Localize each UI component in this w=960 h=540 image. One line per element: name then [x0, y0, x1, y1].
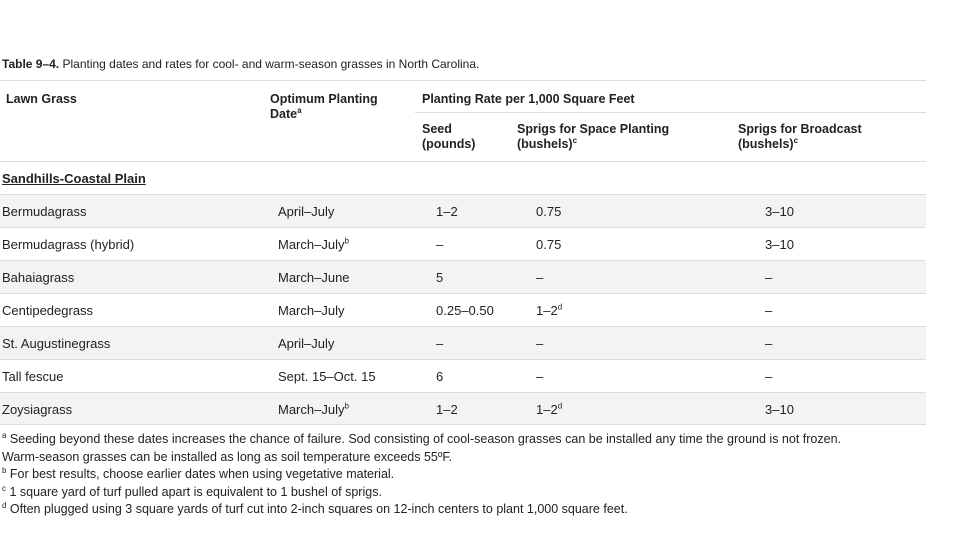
cell-broadcast: 3–10 — [765, 402, 794, 417]
section-title: Sandhills-Coastal Plain — [2, 171, 146, 186]
header-sprigs-broadcast — [738, 122, 862, 152]
cell-space-sup: d — [557, 401, 563, 411]
table-row — [0, 359, 926, 392]
cell-grass: Centipedegrass — [2, 303, 94, 318]
cell-broadcast: – — [765, 270, 773, 285]
cell-grass: Tall fescue — [2, 369, 64, 384]
cell-space — [536, 336, 543, 351]
cell-date — [278, 336, 334, 351]
section-row — [0, 161, 926, 194]
cell-date-sup: b — [344, 236, 349, 246]
header-seed-line1: Seed — [422, 122, 452, 136]
cell-date — [278, 237, 349, 252]
footnote-mark: b — [2, 465, 7, 475]
cell-date-text: March–July — [278, 237, 345, 252]
header-broadcast-sup: c — [793, 135, 799, 145]
cell-date — [278, 270, 350, 285]
header-seed — [422, 122, 475, 152]
header-broadcast-line2: (bushels) — [738, 137, 794, 151]
cell-date — [278, 303, 344, 318]
cell-seed: – — [436, 336, 444, 351]
cell-seed: – — [436, 237, 444, 252]
cell-grass: Bahaiagrass — [2, 270, 75, 285]
cell-seed: 0.25–0.50 — [436, 303, 494, 318]
table-row — [0, 227, 926, 260]
header-planting-rate: Planting Rate per 1,000 Square Feet — [422, 92, 635, 106]
cell-broadcast: – — [765, 369, 773, 384]
cell-broadcast: – — [765, 303, 773, 318]
caption-text: Planting dates and rates for cool- and warm-season grasses in North Carolina. — [59, 57, 480, 71]
table-row — [0, 260, 926, 293]
header-optimum-line1: Optimum Planting — [270, 92, 378, 106]
cell-date-text: April–July — [278, 204, 335, 219]
header-optimum-date — [270, 92, 378, 122]
footnotes — [2, 431, 841, 519]
table-row — [0, 392, 926, 425]
cell-date-text: March–July — [278, 402, 345, 417]
cell-broadcast: 3–10 — [765, 204, 794, 219]
cell-grass: Zoysiagrass — [2, 402, 73, 417]
header-optimum-line2: Date — [270, 107, 298, 121]
cell-space-text: 0.75 — [536, 237, 562, 252]
header-broadcast-line1: Sprigs for Broadcast — [738, 122, 862, 136]
cell-seed: 5 — [436, 270, 444, 285]
header-space-line2: (bushels) — [517, 137, 573, 151]
header-sprigs-space — [517, 122, 669, 152]
table-caption — [2, 57, 479, 71]
cell-space-text: – — [536, 336, 544, 351]
cell-broadcast: – — [765, 336, 773, 351]
header-row — [0, 80, 926, 121]
cell-space — [536, 402, 562, 417]
footnote-text: 1 square yard of turf pulled apart is equivalent to 1 bushel of sprigs. — [6, 484, 382, 499]
cell-date-text: March–June — [278, 270, 350, 285]
cell-space-text: 1–2 — [536, 303, 558, 318]
cell-grass: Bermudagrass — [2, 204, 87, 219]
header-lawn-grass: Lawn Grass — [6, 92, 77, 106]
cell-space — [536, 204, 561, 219]
cell-date-text: Sept. 15–Oct. 15 — [278, 369, 376, 384]
cell-grass: St. Augustinegrass — [2, 336, 111, 351]
cell-grass: Bermudagrass (hybrid) — [2, 237, 135, 252]
footnote-text: Warm-season grasses can be installed as long as soil temperature exceeds 55ºF. — [2, 449, 453, 464]
cell-seed: 6 — [436, 369, 444, 384]
footnote-mark: a — [2, 430, 7, 440]
cell-space — [536, 369, 543, 384]
cell-date — [278, 369, 376, 384]
subheader-row — [415, 112, 926, 158]
footnote-c — [2, 484, 841, 502]
cell-space-text: – — [536, 369, 544, 384]
footnote-text: For best results, choose earlier dates when using vegetative material. — [6, 467, 395, 481]
cell-space-text: 1–2 — [536, 402, 558, 417]
cell-space-sup: d — [557, 302, 563, 312]
cell-space-text: – — [536, 270, 544, 285]
footnote-text: Seeding beyond these dates increases the chance of failure. Sod consisting of cool-season grasses can be installed any time the ground is not frozen. — [6, 432, 841, 446]
cell-broadcast: 3–10 — [765, 237, 794, 252]
header-space-sup: c — [572, 135, 578, 145]
cell-space — [536, 237, 561, 252]
footnote-d — [2, 501, 841, 519]
header-space-line1: Sprigs for Space Planting — [517, 122, 670, 136]
footnote-mark: c — [2, 483, 6, 493]
cell-date — [278, 204, 334, 219]
footnote-a — [2, 431, 841, 449]
cell-date — [278, 402, 349, 417]
table-row — [0, 194, 926, 227]
table-row — [0, 293, 926, 326]
header-seed-line2: (pounds) — [422, 137, 476, 151]
cell-date-text: March–July — [278, 303, 345, 318]
caption-label: Table 9–4. — [2, 57, 60, 71]
cell-space — [536, 303, 562, 318]
table-row — [0, 326, 926, 359]
cell-seed: 1–2 — [436, 204, 458, 219]
footnote-b — [2, 466, 841, 484]
footnote-text: Often plugged using 3 square yards of turf cut into 2-inch squares on 12-inch centers to plant 1,000 square feet. — [6, 502, 628, 516]
footnote-a-continued — [2, 449, 841, 467]
header-optimum-sup: a — [297, 105, 302, 115]
cell-space-text: 0.75 — [536, 204, 562, 219]
footnote-mark: d — [2, 500, 7, 510]
cell-seed: 1–2 — [436, 402, 458, 417]
cell-space — [536, 270, 543, 285]
cell-date-sup: b — [344, 401, 349, 411]
cell-date-text: April–July — [278, 336, 335, 351]
